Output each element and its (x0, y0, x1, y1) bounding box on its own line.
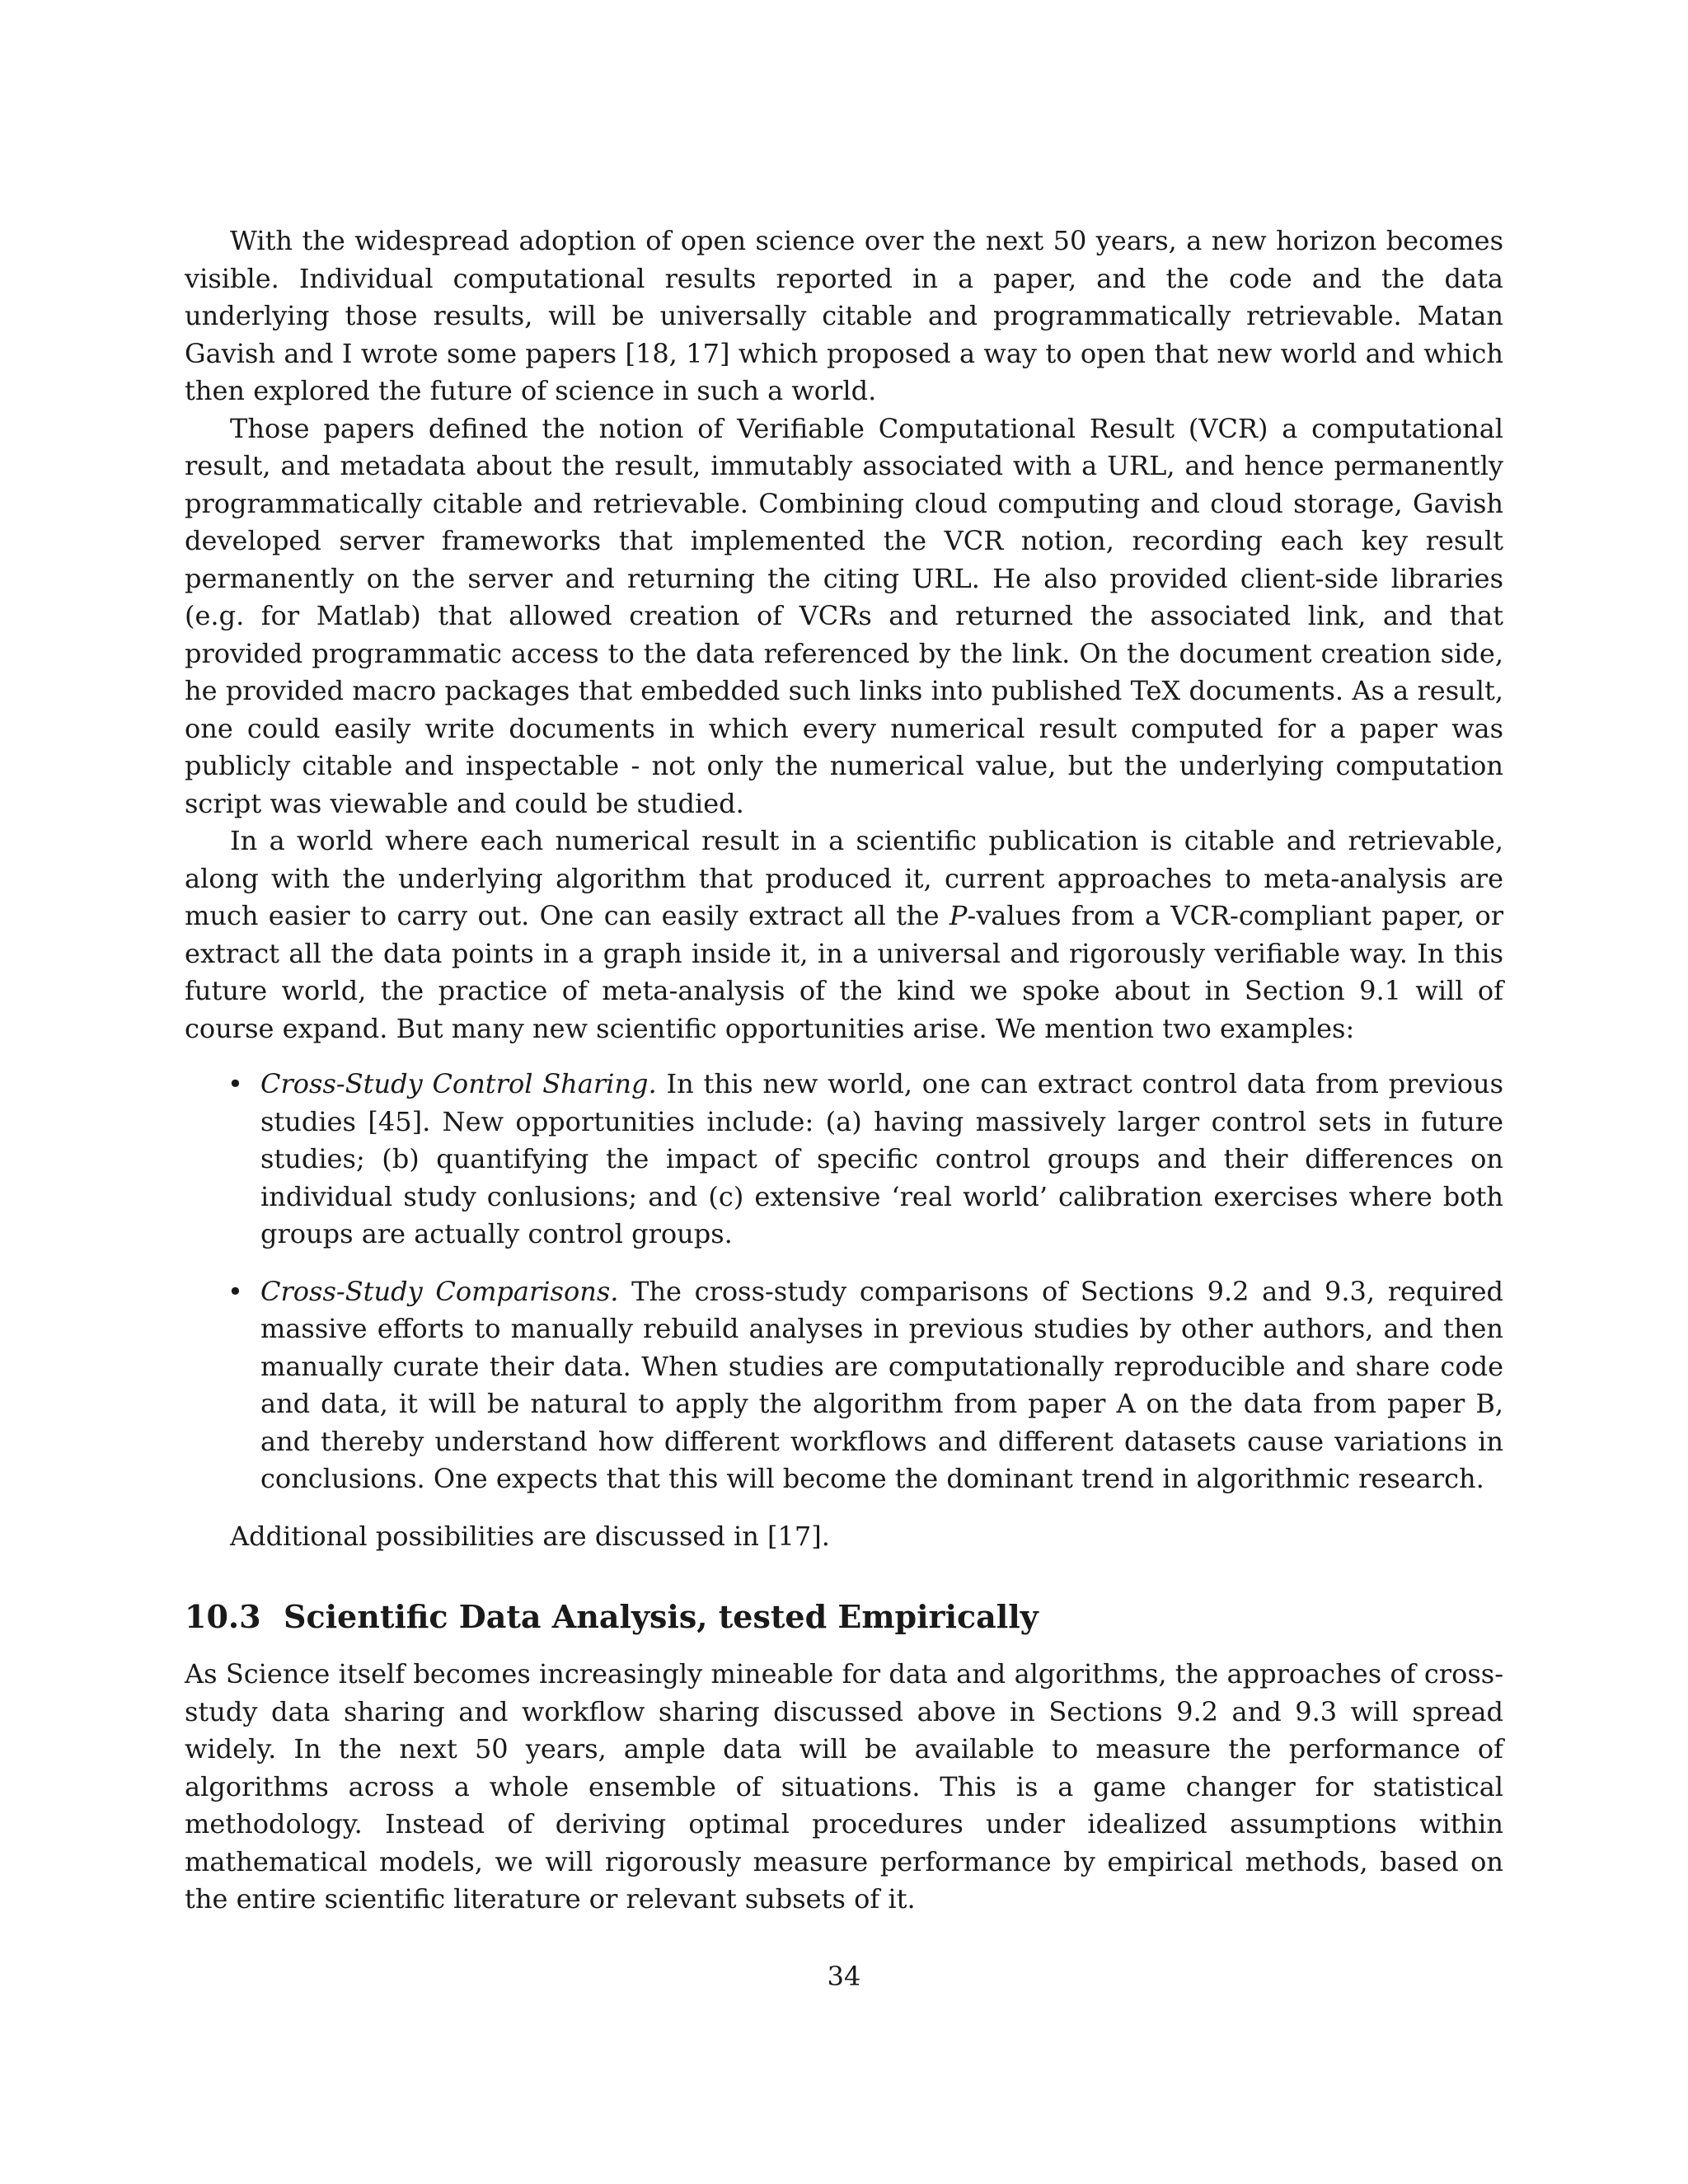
list-item-title: Cross-Study Comparisons. (260, 1275, 619, 1307)
list-item-body: In this new world, one can extract control data from previous studies [45]. New opportunities include: (a) having massively larger control sets in future studies; (b) quantifying the impact of specific control groups and their differences on individual study conlusions; and (c) extensive ‘real world’ calibration exercises where both groups are actually control groups. (260, 1068, 1504, 1249)
list-item-body: The cross-study comparisons of Sections 9.2 and 9.3, required massive efforts to manually rebuild analyses in previous studies by other authors, and then manually curate their data. When studies are computationally reproducible and share code and data, it will be natural to apply the algorithm from paper A on the data from paper B, and thereby understand how different workflows and different datasets cause variations in conclusions. One expects that this will become the dominant trend in algorithmic research. (260, 1275, 1504, 1494)
paragraph-open-science: With the widespread adoption of open science over the next 50 years, a new horizon becomes visible. Individual computational results reported in a paper, and the code and the data underlying those results, will be universally citable and programmatically retrievable. Matan Gavish and I wrote some papers [18, 17] which proposed a way to open that new world and which then explored the future of science in such a world. (185, 225, 1503, 406)
p-value-symbol: P (949, 900, 968, 931)
list-item-text (260, 1273, 1503, 1498)
page-number: 34 (827, 1961, 861, 1992)
paragraph-vcr: Those papers defined the notion of Verifiable Computational Result (VCR) a computational result, and metadata about the result, immutably associated with a URL, and hence permanently programmatically citable and retrievable. Combining cloud computing and cloud storage, Gavish developed server frameworks that implemented the VCR notion, recording each key result permanently on the server and returning the citing URL. He also provided client-side libraries (e.g. for Matlab) that allowed creation of VCRs and returned the associated link, and that provided programmatic access to the data referenced by the link. On the document creation side, he provided macro packages that embedded such links into published TeX documents. As a result, one could easily write documents in which every numerical result computed for a paper was publicly citable and inspectable - not only the numerical value, but the underlying computation script was viewable and could be studied. (185, 412, 1503, 819)
bullet-icon: • (227, 1068, 243, 1099)
bullet-icon: • (227, 1275, 243, 1307)
paragraph-text: In a world where each numerical result in a scientific publication is citable and retrievable, along with the underlying algorithm that produced it, current approaches to meta-analysis are much easier to carry out. One can easily extract all the (185, 825, 1503, 931)
paragraph-meta-analysis (185, 823, 1503, 1047)
list-item-control-sharing (185, 1066, 1503, 1254)
paragraph-section-intro: As Science itself becomes increasingly mineable for data and algorithms, the approaches of cross-study data sharing and workflow sharing discussed above in Sections 9.2 and 9.3 will spread widely. In the next 50 years, ample data will be available to measure the performance of algorithms across a whole ensemble of situations. This is a game changer for statistical methodology. Instead of deriving optimal procedures under idealized assumptions within mathematical models, we will rigorously measure performance by empirical methods, based on the entire scientific literature or relevant subsets of it. (185, 1658, 1503, 1915)
section-title: Scientific Data Analysis, tested Empirically (284, 1598, 1039, 1635)
section-number: 10.3 (185, 1598, 261, 1635)
paragraph-additional: Additional possibilities are discussed in [17]. (230, 1520, 830, 1552)
section-heading (185, 1596, 1503, 1638)
list-item-comparisons (185, 1273, 1503, 1498)
examples-list (185, 1066, 1503, 1498)
list-item-text (260, 1066, 1503, 1254)
list-item-title: Cross-Study Control Sharing. (260, 1068, 657, 1099)
page-body (185, 223, 1503, 1919)
paragraph-text: -values from a VCR-compliant paper, or extract all the data points in a graph inside it, in a universal and rigorously verifiable way. In this future world, the practice of meta-analysis of the kind we spoke about in Section 9.1 will of course expand. But many new scientific opportunities arise. We mention two examples: (185, 900, 1504, 1044)
